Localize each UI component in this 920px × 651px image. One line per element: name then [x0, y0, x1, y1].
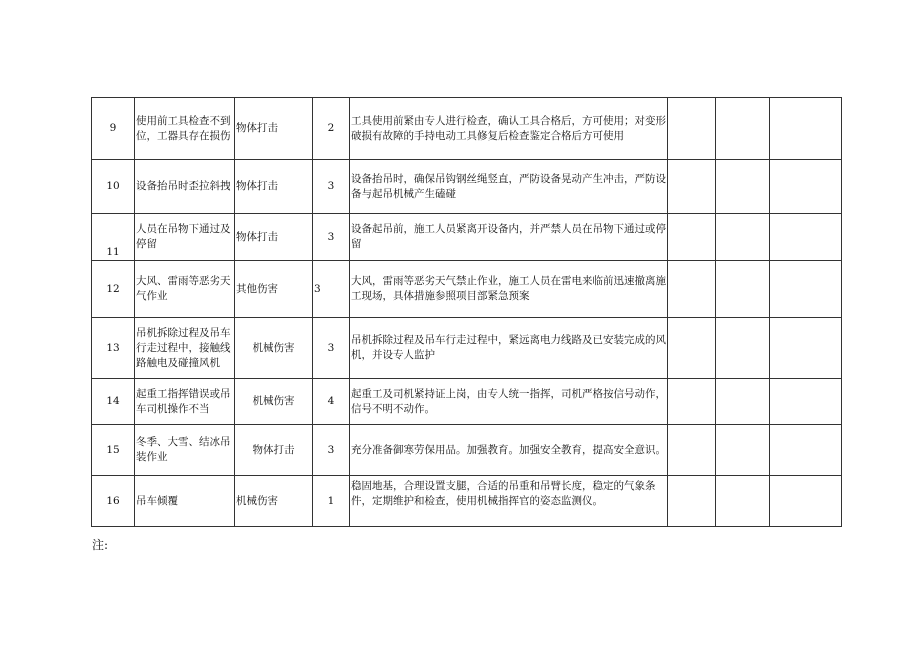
empty-cell — [668, 425, 716, 476]
empty-cell — [668, 318, 716, 379]
measure-cell: 充分准备御寒劳保用品。加强教育。加强安全教育，提高安全意识。 — [350, 425, 668, 476]
empty-cell — [716, 214, 770, 261]
empty-cell — [716, 160, 770, 214]
risk-level-cell: 3 — [313, 318, 350, 379]
harm-type-cell: 机械伤害 — [235, 379, 313, 425]
measure-cell: 起重工及司机紧持证上岗，由专人统一指挥，司机严格按信号动作，信号不明不动作。 — [350, 379, 668, 425]
risk-level-cell: 4 — [313, 379, 350, 425]
table-row — [92, 476, 842, 527]
hazard-cell: 起重工指挥错误或吊车司机操作不当 — [135, 379, 235, 425]
table-row — [92, 98, 842, 160]
row-number: 15 — [92, 425, 135, 476]
row-number: 11 — [92, 214, 135, 261]
empty-cell — [668, 379, 716, 425]
harm-type-cell: 物体打击 — [235, 160, 313, 214]
harm-type-cell: 机械伤害 — [235, 476, 313, 527]
row-number: 16 — [92, 476, 135, 527]
empty-cell — [668, 98, 716, 160]
hazard-cell: 设备抬吊时歪拉斜拽 — [135, 160, 235, 214]
table-row — [92, 261, 842, 318]
table-row — [92, 318, 842, 379]
hazard-cell: 冬季、大雪、结冰吊装作业 — [135, 425, 235, 476]
risk-level-cell: 3 — [313, 425, 350, 476]
harm-type-cell: 物体打击 — [235, 425, 313, 476]
harm-type-cell: 物体打击 — [235, 98, 313, 160]
hazard-cell: 使用前工具检查不到位，工器具存在损伤 — [135, 98, 235, 160]
row-number: 13 — [92, 318, 135, 379]
empty-cell — [716, 476, 770, 527]
row-number: 9 — [92, 98, 135, 160]
row-number: 10 — [92, 160, 135, 214]
table-row — [92, 425, 842, 476]
risk-level-cell: 1 — [313, 476, 350, 527]
row-number: 12 — [92, 261, 135, 318]
measure-cell: 工具使用前紧由专人进行检查，确认工具合格后，方可使用；对变形破损有故障的手持电动工具修复后检查鉴定合格后方可使用 — [350, 98, 668, 160]
risk-level-cell: 2 — [313, 98, 350, 160]
empty-cell — [770, 379, 842, 425]
empty-cell — [770, 98, 842, 160]
hazard-cell: 人员在吊物下通过及停留 — [135, 214, 235, 261]
table-row — [92, 160, 842, 214]
measure-cell: 大风，雷雨等恶劣天气禁止作业，施工人员在雷电来临前迅速撤离施工现场，具体措施参照项目部紧急预案 — [350, 261, 668, 318]
hazard-cell: 大风、雷雨等恶劣天气作业 — [135, 261, 235, 318]
table-row — [92, 214, 842, 261]
harm-type-cell: 物体打击 — [235, 214, 313, 261]
harm-type-cell: 机械伤害 — [235, 318, 313, 379]
empty-cell — [668, 261, 716, 318]
measure-cell: 吊机拆除过程及吊车行走过程中，紧远离电力线路及已安装完成的风机，并设专人监护 — [350, 318, 668, 379]
empty-cell — [716, 98, 770, 160]
empty-cell — [770, 318, 842, 379]
measure-cell: 稳固地基，合理设置支腿，合适的吊重和吊臂长度，稳定的气象条件，定期维护和检查，使用机械指挥官的姿态监测仪。 — [350, 476, 668, 527]
empty-cell — [770, 476, 842, 527]
empty-cell — [716, 318, 770, 379]
note-label: 注: — [92, 538, 109, 552]
row-number: 14 — [92, 379, 135, 425]
hazard-cell: 吊机拆除过程及吊车行走过程中，接触线路触电及碰撞风机 — [135, 318, 235, 379]
empty-cell — [770, 214, 842, 261]
empty-cell — [716, 379, 770, 425]
risk-level-cell: 3 — [313, 160, 350, 214]
empty-cell — [668, 160, 716, 214]
hazard-table — [91, 97, 842, 527]
empty-cell — [770, 160, 842, 214]
empty-cell — [716, 425, 770, 476]
risk-level-cell: 3 — [313, 261, 350, 318]
harm-type-cell: 其他伤害 — [235, 261, 313, 318]
empty-cell — [716, 261, 770, 318]
table-row — [92, 379, 842, 425]
empty-cell — [668, 476, 716, 527]
empty-cell — [770, 261, 842, 318]
risk-level-cell: 3 — [313, 214, 350, 261]
empty-cell — [770, 425, 842, 476]
measure-cell: 设备起吊前，施工人员紧离开设备内，并严禁人员在吊物下通过或停留 — [350, 214, 668, 261]
measure-cell: 设备抬吊时，确保吊钩钢丝绳竖直，严防设备晃动产生冲击，严防设备与起吊机械产生磕碰 — [350, 160, 668, 214]
empty-cell — [668, 214, 716, 261]
hazard-cell: 吊车倾覆 — [135, 476, 235, 527]
